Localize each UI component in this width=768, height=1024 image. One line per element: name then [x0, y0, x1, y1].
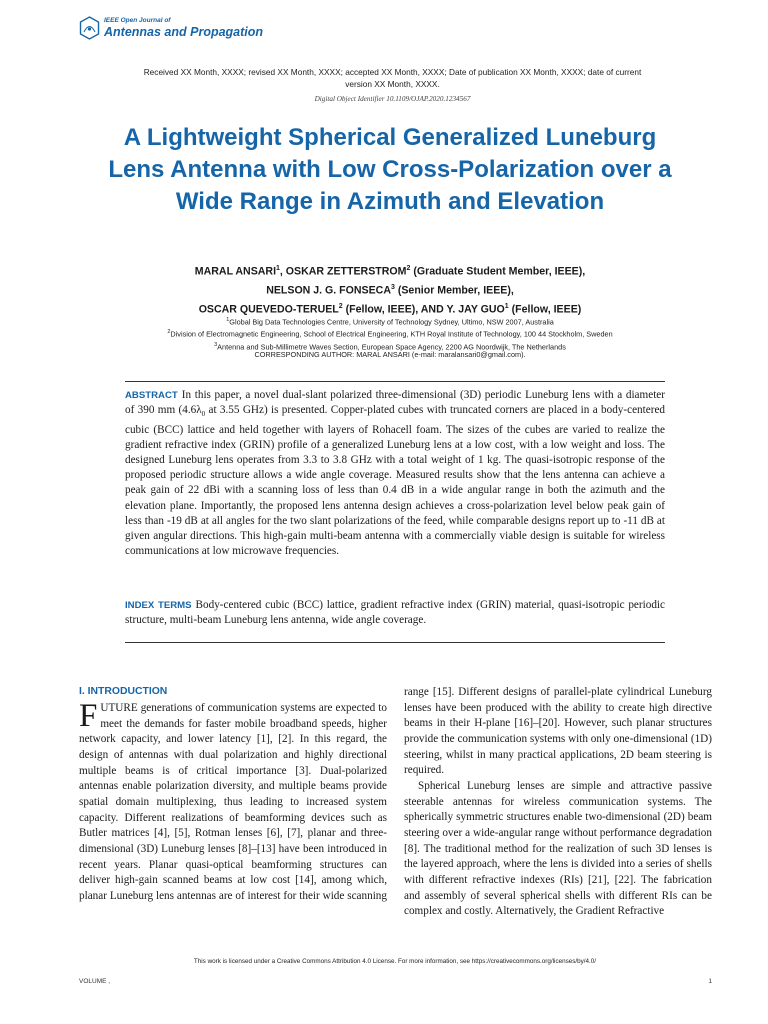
abstract-label: ABSTRACT: [125, 390, 178, 401]
divider-bottom: [125, 642, 665, 643]
section-heading-introduction: I. INTRODUCTION: [79, 686, 168, 697]
author-affil-sup: 1: [504, 303, 509, 311]
author-role: (Fellow, IEEE), AND Y. JAY GUO: [342, 303, 505, 316]
index-terms-label: INDEX TERMS: [125, 600, 192, 611]
journal-name: Antennas and Propagation: [104, 25, 264, 39]
affiliation: $^2$Division of Electromagnetic Engineering, School of Electrical Engineering, KTH Royal Institute of Technology, 100 44 Stockholm, Sweden: [167, 329, 613, 339]
body-columns: [79, 685, 712, 937]
affiliation: $^3$Antenna and Sub-Millimetre Waves Section, European Space Agency, 2200 AG Noordwijk, The Netherlands: [214, 341, 566, 352]
abstract-text: at 3.55 GHz) is presented. Copper-plated cubes with truncated corners are placed in a body-centered cubic (BCC) lattice and held together with layers of Rohacell foam. The sizes of the cubes are varied to realize the gradient refractive index (GRIN) profile of a generalized Luneburg lens at a low cost, with a low weight and loss. The designed Luneburg lens operates from 3.3 to 3.8 GHz with a total weight of 1 kg. The quasi-isotropic response of the proposed periodic structure allows a wide angle coverage. Measured results show that the lens antenna can achieve a peak gain of 22 dBi with a scanning loss of less than 0.4 dB in a wide angular range in both the azimuth and the elevation plane. Importantly, the proposed lens antenna design achieves a cross-polarization level below peak gain of less than -19 dB at all angles for the two slant polarizations of the feed, while comparable designs report up to -11 dB at given angular directions. This high-gain multi-beam antenna with a commercially viable design is suitable for wireless communications at low microwave frequencies.: [125, 404, 665, 558]
intro-text: UTURE generations of communication systems are expected to meet the demands for faster mobile broadband speeds, higher network capacity, and lower latency [1], [2]. In this regard, the design of antennas with dual polarization and highly directional multiple beams is of critical importance [3]. Dual-polarized antennas enable polarization diversity, and multiple beams provide spatial domain multiplexing, thus leading to increased system capacity. Different realizations of beamforming devices such as Butler matrices [4], [5], Rotman lenses [6], [7], planar and three-dimensional (3D) Luneburg lenses [8]–[13] have been introduced in recent years. Planar quasi-optical beamforming structures can deliver high-gain scanned beams at low cost [14], among which, planar Luneburg lens antennas are of interest for their wide scanning range [15]. Different designs of parallel-plate cylindrical Luneburg lenses have been produced with the ability to create high directive beams in their H-plane [16]–[20]. However, such planar structures provide the communication systems with only one-dimensional (1D) steering, whilst in many practical applications, 2D beam steering is required.: [79, 686, 712, 902]
intro-paragraph: Spherical Luneburg lenses are simple and attractive passive steerable antennas for wireless communication systems. The spherically symmetric structures enable two-dimensional (2D) beam steering over a wide-angular range without performance degradation [8]. The traditional method for the realization of such 3D lenses is the layered approach, where the lens is divided into a series of shells with different refractive indexes (RIs) [21], [22]. The fabrication and assembly of several spherical shells with different RIs can be complex and costly. Alternatively, the Gradient Refractive: [404, 779, 712, 918]
doi-line: Digital Object Identifier 10.1109/OJAP.2020.1234567: [314, 95, 471, 103]
author-role: (Fellow, IEEE): [508, 303, 582, 316]
author-affil-sup: 3: [390, 284, 395, 292]
divider-top: [125, 381, 665, 382]
author-affil-sup: 2: [338, 303, 343, 311]
author-name: MARAL ANSARI: [194, 265, 277, 278]
footer-volume: VOLUME ,: [79, 978, 111, 985]
index-terms-text: Body-centered cubic (BCC) lattice, gradient refractive index (GRIN) material, quasi-isotropic periodic structure, multi-beam Luneburg lens antenna, wide angle coverage.: [125, 599, 665, 627]
affiliation-list: [100, 315, 680, 352]
author-role: (Senior Member, IEEE),: [394, 284, 514, 297]
license-notice: This work is licensed under a Creative Commons Attribution 4.0 License. For more information, see https://creativecommons.org/licenses/by/4.0/: [193, 958, 597, 965]
journal-subtitle: IEEE Open Journal of: [104, 16, 171, 24]
abstract-text: In this paper, a novel dual-slant polarized three-dimensional (3D) periodic Luneburg lens with a diameter of 390 mm (4.6λ: [125, 389, 665, 417]
index-terms: [125, 598, 665, 628]
footer-page-number: 1: [708, 978, 712, 985]
corresponding-author: CORRESPONDING AUTHOR: MARAL ANSARI (e-mail: maralansari0@gmail.com).: [254, 350, 526, 359]
affiliation: $^1$Global Big Data Technologies Centre, University of Technology Sydney, Ultimo, NSW 2007, Australia: [226, 317, 554, 327]
journal-header: [79, 13, 263, 43]
author-name: OSCAR QUEVEDO-TERUEL: [198, 303, 339, 316]
ieee-oj-logo-icon: [79, 16, 100, 40]
received-dates: Received XX Month, XXXX; revised XX Month, XXXX; accepted XX Month, XXXX; Date of publication XX Month, XXXX; date of current version XX Month, XXXX.: [143, 67, 642, 89]
abstract: [125, 388, 665, 559]
abstract-subscript: 0: [201, 410, 206, 419]
author-affil-sup: 2: [406, 265, 411, 272]
author-name: NELSON J. G. FONSECA: [266, 284, 391, 297]
drop-cap: F: [79, 698, 98, 734]
author-role: (Graduate Student Member, IEEE),: [410, 265, 586, 278]
paper-title: A Lightweight Spherical Generalized Luneburg Lens Antenna with Low Cross-Polarization over a Wide Range in Azimuth and Elevation: [108, 124, 672, 215]
author-name: , OSKAR ZETTERSTROM: [279, 265, 407, 278]
author-affil-sup: 1: [276, 265, 280, 272]
author-list: [100, 261, 680, 318]
